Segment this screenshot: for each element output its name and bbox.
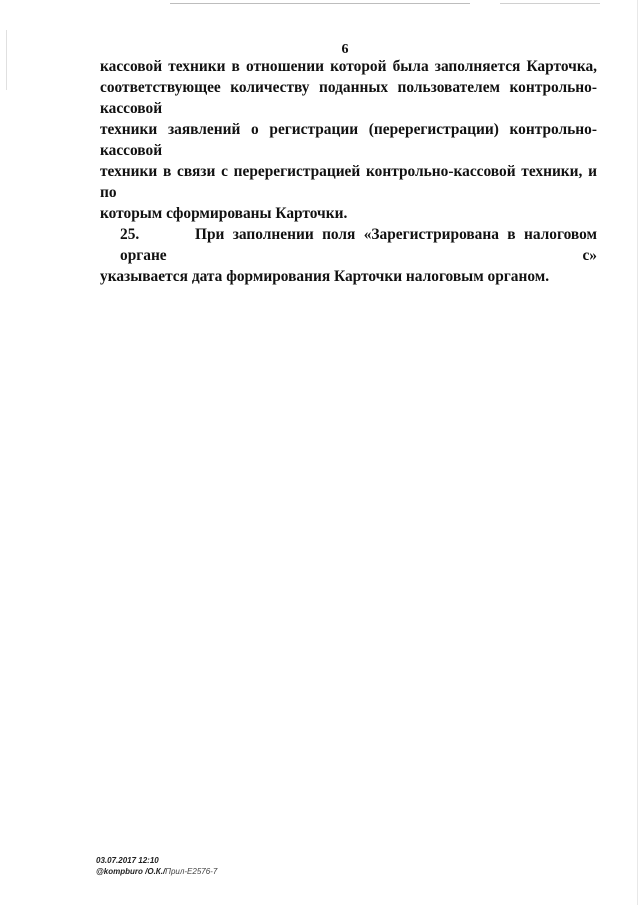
item-number: 25.	[120, 226, 140, 243]
scan-top-rule-right	[500, 3, 600, 4]
page-number: 6	[341, 42, 349, 57]
footer-source-line	[96, 866, 217, 877]
item-text: При заполнении поля «Зарегистрирована в налоговом органе с»	[120, 226, 597, 264]
text-line	[100, 224, 597, 266]
text-line: техники заявлений о регистрации (перерегистрации) контрольно-кассовой	[100, 121, 597, 159]
text-line: техники в связи с перерегистрацией контрольно-кассовой техники, и по	[100, 163, 597, 201]
document-body	[100, 56, 597, 287]
paragraph-continuation	[100, 56, 597, 224]
text-line: указывается дата формирования Карточки налоговым органом.	[100, 268, 550, 285]
footer-source: @kompburo /О.К./	[96, 867, 166, 876]
document-footer	[96, 855, 217, 877]
text-line: которым сформированы Карточки.	[100, 205, 348, 222]
footer-timestamp: 03.07.2017 12:10	[96, 856, 159, 865]
paragraph-item-25	[100, 224, 597, 287]
footer-handwritten-ref: Прил-Е2576-7	[165, 867, 218, 876]
scan-right-edge	[637, 0, 638, 905]
scan-left-mark	[6, 30, 7, 90]
text-line: соответствующее количеству поданных пользователем контрольно-кассовой	[100, 79, 597, 117]
scan-top-rule	[170, 3, 470, 4]
text-line: кассовой техники в отношении которой была заполняется Карточка,	[100, 58, 597, 75]
